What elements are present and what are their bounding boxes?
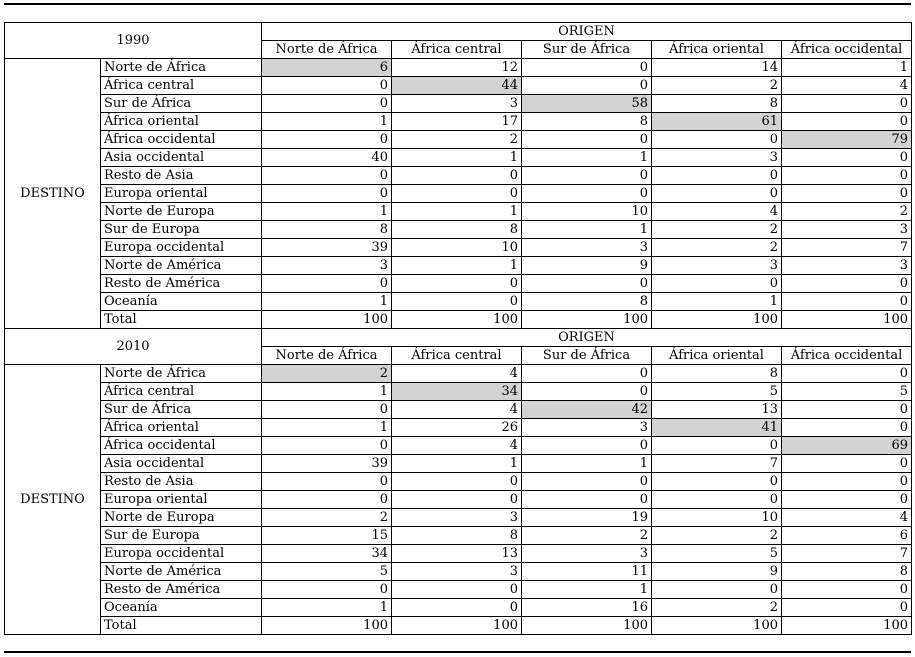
origin-header: ORIGEN <box>262 329 912 347</box>
destination-region-label: Norte de África <box>101 365 262 383</box>
highlighted-value-cell: 6 <box>262 59 392 77</box>
value-cell: 0 <box>782 401 912 419</box>
value-cell: 10 <box>652 509 782 527</box>
value-cell: 100 <box>782 617 912 635</box>
destination-region-label: África occidental <box>101 437 262 455</box>
value-cell: 0 <box>392 473 522 491</box>
value-cell: 3 <box>522 239 652 257</box>
value-cell: 11 <box>522 563 652 581</box>
value-cell: 1 <box>262 293 392 311</box>
value-cell: 7 <box>652 455 782 473</box>
table-row <box>5 581 912 599</box>
value-cell: 0 <box>652 275 782 293</box>
value-cell: 2 <box>522 527 652 545</box>
destination-region-label: Europa oriental <box>101 185 262 203</box>
highlighted-value-cell: 2 <box>262 365 392 383</box>
destination-region-label: África central <box>101 77 262 95</box>
value-cell: 0 <box>262 185 392 203</box>
bottom-rule <box>4 651 911 653</box>
value-cell: 0 <box>262 491 392 509</box>
value-cell: 0 <box>782 491 912 509</box>
value-cell: 100 <box>392 617 522 635</box>
table-row <box>5 239 912 257</box>
destination-region-label: Norte de Europa <box>101 509 262 527</box>
value-cell: 0 <box>392 275 522 293</box>
table-row <box>5 167 912 185</box>
destination-region-label: Total <box>101 311 262 329</box>
value-cell: 8 <box>652 95 782 113</box>
origin-column-header: África oriental <box>652 347 782 365</box>
destination-region-label: Asia occidental <box>101 455 262 473</box>
value-cell: 2 <box>652 527 782 545</box>
destination-region-label: Oceanía <box>101 293 262 311</box>
value-cell: 100 <box>652 311 782 329</box>
value-cell: 0 <box>392 581 522 599</box>
total-row <box>5 311 912 329</box>
destination-region-label: Resto de Asia <box>101 167 262 185</box>
table-row <box>5 293 912 311</box>
table-row <box>5 545 912 563</box>
value-cell: 100 <box>522 311 652 329</box>
value-cell: 26 <box>392 419 522 437</box>
value-cell: 4 <box>392 365 522 383</box>
migration-table <box>4 22 912 635</box>
value-cell: 100 <box>262 617 392 635</box>
value-cell: 9 <box>522 257 652 275</box>
origin-column-header: Norte de África <box>262 347 392 365</box>
value-cell: 34 <box>262 545 392 563</box>
value-cell: 1 <box>522 221 652 239</box>
value-cell: 1 <box>522 581 652 599</box>
value-cell: 3 <box>782 221 912 239</box>
value-cell: 10 <box>392 239 522 257</box>
value-cell: 5 <box>262 563 392 581</box>
value-cell: 0 <box>522 365 652 383</box>
table-row <box>5 365 912 383</box>
table-row <box>5 527 912 545</box>
highlighted-value-cell: 42 <box>522 401 652 419</box>
value-cell: 3 <box>262 257 392 275</box>
origin-column-header: Norte de África <box>262 41 392 59</box>
header-row-origin <box>5 23 912 41</box>
value-cell: 0 <box>522 437 652 455</box>
table-row <box>5 473 912 491</box>
value-cell: 0 <box>782 293 912 311</box>
value-cell: 0 <box>522 275 652 293</box>
total-row <box>5 617 912 635</box>
table-row <box>5 383 912 401</box>
value-cell: 0 <box>652 437 782 455</box>
value-cell: 4 <box>782 77 912 95</box>
value-cell: 8 <box>392 221 522 239</box>
destination-region-label: África oriental <box>101 113 262 131</box>
value-cell: 2 <box>652 221 782 239</box>
value-cell: 0 <box>392 599 522 617</box>
value-cell: 100 <box>522 617 652 635</box>
value-cell: 2 <box>652 239 782 257</box>
year-label: 1990 <box>5 23 262 59</box>
destination-region-label: Resto de Asia <box>101 473 262 491</box>
value-cell: 4 <box>392 401 522 419</box>
destination-region-label: Sur de Europa <box>101 527 262 545</box>
value-cell: 2 <box>782 203 912 221</box>
destination-label: DESTINO <box>5 59 101 329</box>
value-cell: 0 <box>652 167 782 185</box>
value-cell: 2 <box>652 599 782 617</box>
value-cell: 8 <box>392 527 522 545</box>
value-cell: 3 <box>782 257 912 275</box>
value-cell: 0 <box>262 77 392 95</box>
value-cell: 0 <box>522 167 652 185</box>
origin-column-header: Sur de África <box>522 41 652 59</box>
table-row <box>5 185 912 203</box>
value-cell: 0 <box>262 275 392 293</box>
value-cell: 0 <box>522 131 652 149</box>
value-cell: 100 <box>782 311 912 329</box>
origin-column-header: África oriental <box>652 41 782 59</box>
value-cell: 1 <box>392 149 522 167</box>
destination-region-label: Resto de América <box>101 275 262 293</box>
table-row <box>5 77 912 95</box>
highlighted-value-cell: 41 <box>652 419 782 437</box>
value-cell: 15 <box>262 527 392 545</box>
value-cell: 1 <box>392 257 522 275</box>
value-cell: 0 <box>782 455 912 473</box>
value-cell: 4 <box>782 509 912 527</box>
value-cell: 4 <box>392 437 522 455</box>
origin-column-header: África central <box>392 347 522 365</box>
value-cell: 0 <box>522 185 652 203</box>
table-row <box>5 401 912 419</box>
table-row <box>5 59 912 77</box>
value-cell: 0 <box>392 185 522 203</box>
value-cell: 1 <box>262 419 392 437</box>
value-cell: 0 <box>262 473 392 491</box>
year-label: 2010 <box>5 329 262 365</box>
value-cell: 3 <box>522 419 652 437</box>
value-cell: 2 <box>392 131 522 149</box>
value-cell: 0 <box>392 293 522 311</box>
value-cell: 13 <box>652 401 782 419</box>
destination-region-label: Oceanía <box>101 599 262 617</box>
value-cell: 1 <box>392 203 522 221</box>
table-row <box>5 257 912 275</box>
value-cell: 0 <box>652 131 782 149</box>
value-cell: 0 <box>262 131 392 149</box>
table-row <box>5 563 912 581</box>
highlighted-value-cell: 58 <box>522 95 652 113</box>
value-cell: 3 <box>652 149 782 167</box>
value-cell: 39 <box>262 455 392 473</box>
value-cell: 0 <box>652 473 782 491</box>
value-cell: 0 <box>782 95 912 113</box>
value-cell: 1 <box>652 293 782 311</box>
value-cell: 1 <box>262 383 392 401</box>
value-cell: 3 <box>392 95 522 113</box>
top-rule <box>4 3 911 5</box>
value-cell: 0 <box>782 275 912 293</box>
value-cell: 9 <box>652 563 782 581</box>
table-row <box>5 203 912 221</box>
destination-region-label: Asia occidental <box>101 149 262 167</box>
highlighted-value-cell: 34 <box>392 383 522 401</box>
value-cell: 0 <box>262 581 392 599</box>
value-cell: 1 <box>262 203 392 221</box>
destination-region-label: Sur de África <box>101 95 262 113</box>
value-cell: 3 <box>652 257 782 275</box>
highlighted-value-cell: 44 <box>392 77 522 95</box>
value-cell: 100 <box>652 617 782 635</box>
destination-region-label: Europa occidental <box>101 239 262 257</box>
origin-header: ORIGEN <box>262 23 912 41</box>
table-row <box>5 131 912 149</box>
table-row <box>5 455 912 473</box>
value-cell: 40 <box>262 149 392 167</box>
destination-region-label: Sur de Europa <box>101 221 262 239</box>
value-cell: 7 <box>782 239 912 257</box>
table-row <box>5 437 912 455</box>
value-cell: 0 <box>522 59 652 77</box>
value-cell: 10 <box>522 203 652 221</box>
table-row <box>5 113 912 131</box>
value-cell: 2 <box>262 509 392 527</box>
table-row <box>5 221 912 239</box>
value-cell: 8 <box>522 113 652 131</box>
destination-region-label: Resto de América <box>101 581 262 599</box>
value-cell: 8 <box>782 563 912 581</box>
table-row <box>5 509 912 527</box>
destination-region-label: África occidental <box>101 131 262 149</box>
value-cell: 16 <box>522 599 652 617</box>
value-cell: 0 <box>522 383 652 401</box>
value-cell: 0 <box>392 167 522 185</box>
highlighted-value-cell: 79 <box>782 131 912 149</box>
origin-column-header: África occidental <box>782 41 912 59</box>
value-cell: 5 <box>782 383 912 401</box>
destination-region-label: Sur de África <box>101 401 262 419</box>
value-cell: 1 <box>782 59 912 77</box>
destination-region-label: Norte de América <box>101 257 262 275</box>
destination-region-label: África central <box>101 383 262 401</box>
destination-region-label: Norte de América <box>101 563 262 581</box>
value-cell: 13 <box>392 545 522 563</box>
value-cell: 0 <box>262 167 392 185</box>
destination-label: DESTINO <box>5 365 101 635</box>
destination-region-label: Europa occidental <box>101 545 262 563</box>
value-cell: 8 <box>262 221 392 239</box>
header-row-origin <box>5 329 912 347</box>
value-cell: 5 <box>652 545 782 563</box>
value-cell: 100 <box>392 311 522 329</box>
destination-region-label: Europa oriental <box>101 491 262 509</box>
highlighted-value-cell: 61 <box>652 113 782 131</box>
table-row <box>5 95 912 113</box>
value-cell: 0 <box>652 581 782 599</box>
value-cell: 14 <box>652 59 782 77</box>
value-cell: 0 <box>782 149 912 167</box>
value-cell: 1 <box>522 455 652 473</box>
value-cell: 0 <box>652 185 782 203</box>
origin-column-header: Sur de África <box>522 347 652 365</box>
value-cell: 3 <box>522 545 652 563</box>
value-cell: 3 <box>392 563 522 581</box>
value-cell: 0 <box>782 419 912 437</box>
value-cell: 0 <box>262 437 392 455</box>
value-cell: 2 <box>652 77 782 95</box>
value-cell: 0 <box>782 599 912 617</box>
table-row <box>5 599 912 617</box>
table-row <box>5 419 912 437</box>
value-cell: 0 <box>782 473 912 491</box>
value-cell: 3 <box>392 509 522 527</box>
value-cell: 17 <box>392 113 522 131</box>
table-row <box>5 275 912 293</box>
value-cell: 7 <box>782 545 912 563</box>
table-row <box>5 491 912 509</box>
value-cell: 0 <box>392 491 522 509</box>
value-cell: 1 <box>262 599 392 617</box>
origin-column-header: África occidental <box>782 347 912 365</box>
value-cell: 0 <box>522 77 652 95</box>
value-cell: 0 <box>782 113 912 131</box>
origin-column-header: África central <box>392 41 522 59</box>
value-cell: 0 <box>782 167 912 185</box>
value-cell: 0 <box>782 365 912 383</box>
value-cell: 6 <box>782 527 912 545</box>
value-cell: 8 <box>652 365 782 383</box>
value-cell: 0 <box>782 581 912 599</box>
value-cell: 1 <box>522 149 652 167</box>
value-cell: 5 <box>652 383 782 401</box>
value-cell: 4 <box>652 203 782 221</box>
destination-region-label: Norte de Europa <box>101 203 262 221</box>
highlighted-value-cell: 69 <box>782 437 912 455</box>
value-cell: 100 <box>262 311 392 329</box>
value-cell: 0 <box>652 491 782 509</box>
table-row <box>5 149 912 167</box>
value-cell: 12 <box>392 59 522 77</box>
value-cell: 39 <box>262 239 392 257</box>
value-cell: 0 <box>782 185 912 203</box>
value-cell: 1 <box>392 455 522 473</box>
value-cell: 0 <box>262 95 392 113</box>
value-cell: 8 <box>522 293 652 311</box>
value-cell: 19 <box>522 509 652 527</box>
value-cell: 0 <box>522 491 652 509</box>
destination-region-label: Norte de África <box>101 59 262 77</box>
value-cell: 0 <box>262 401 392 419</box>
value-cell: 0 <box>522 473 652 491</box>
destination-region-label: África oriental <box>101 419 262 437</box>
value-cell: 1 <box>262 113 392 131</box>
destination-region-label: Total <box>101 617 262 635</box>
